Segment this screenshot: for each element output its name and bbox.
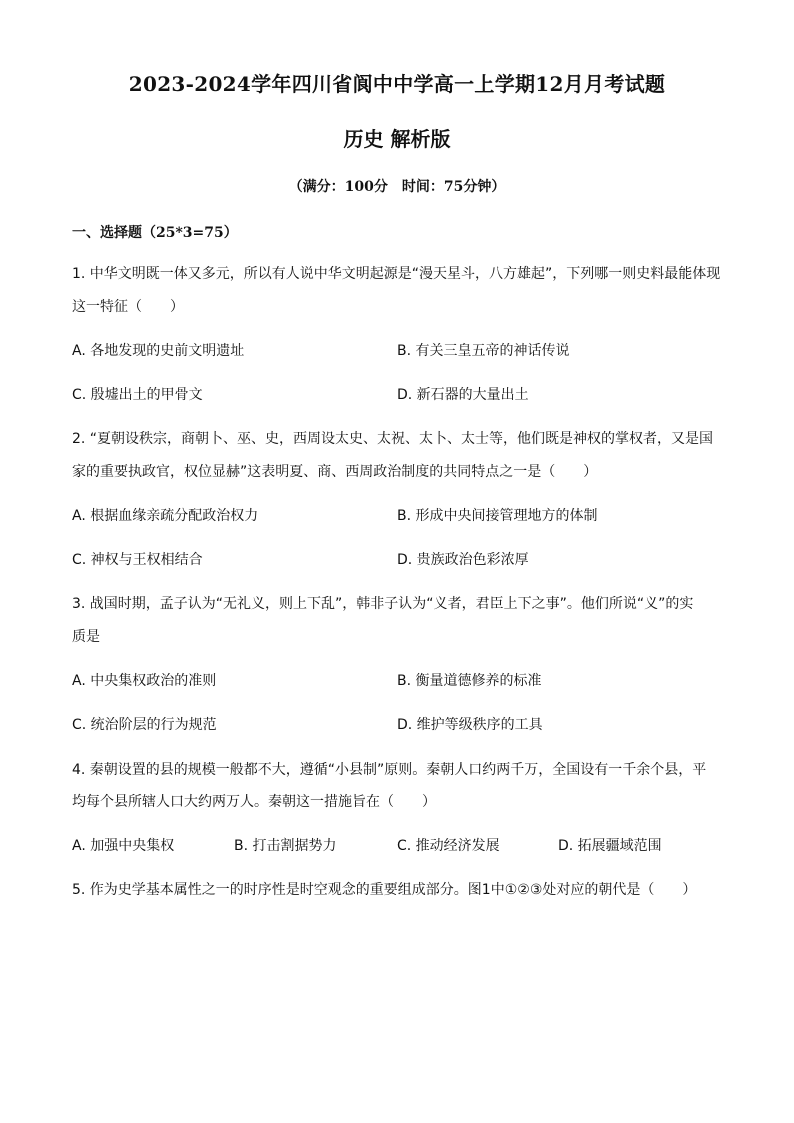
question-2-line-1: 2. “夏朝设秩宗，商朝卜、巫、史，西周设太史、太祝、太卜、太士等，他们既是神权的掌权者，又是国 [72,431,714,447]
question-3-line-2: 质是 [72,629,100,645]
question-1-option-b: B. 有关三皇五帝的神话传说 [397,343,570,359]
section-heading: 一、选择题（25*3=75） [72,225,238,241]
question-2-option-b: B. 形成中央间接管理地方的体制 [397,508,598,524]
question-3-option-b: B. 衡量道德修养的标准 [397,673,542,689]
question-2-line-2: 家的重要执政官，权位显赫”这表明夏、商、西周政治制度的共同特点之一是（ ） [72,464,598,480]
question-4-option-b: B. 打击割据势力 [234,838,337,854]
question-4-option-d: D. 拓展疆域范围 [558,838,662,854]
document-subtitle: 历史 解析版 [343,127,451,151]
question-1-option-d: D. 新石器的大量出土 [397,387,529,403]
document-title: 2023-2024学年四川省阆中中学高一上学期12月月考试题 [128,72,666,96]
question-2-option-d: D. 贵族政治色彩浓厚 [397,552,529,568]
question-5-line-1: 5. 作为史学基本属性之一的时序性是时空观念的重要组成部分。图1中①②③处对应的朝代是（ ） [72,882,697,898]
question-2-option-c: C. 神权与王权相结合 [72,552,203,568]
question-3-option-d: D. 维护等级秩序的工具 [397,717,543,733]
question-1-option-a: A. 各地发现的史前文明遗址 [72,343,245,359]
question-4-option-a: A. 加强中央集权 [72,838,175,854]
question-1-option-c: C. 殷墟出土的甲骨文 [72,387,203,403]
question-3-option-c: C. 统治阶层的行为规范 [72,717,217,733]
question-1-line-1: 1. 中华文明既一体又多元，所以有人说中华文明起源是“漫天星斗，八方雄起”，下列哪一则史料最能体现 [72,266,721,282]
exam-meta: （满分：100分 时间：75分钟） [288,179,506,195]
question-1-line-2: 这一特征（ ） [72,299,184,315]
question-4-line-1: 4. 秦朝设置的县的规模一般都不大，遵循“小县制”原则。秦朝人口约两千万，全国设有一千余个县，平 [72,762,707,778]
question-4-option-c: C. 推动经济发展 [397,838,500,854]
question-3-option-a: A. 中央集权政治的准则 [72,673,217,689]
question-4-line-2: 均每个县所辖人口大约两万人。秦朝这一措施旨在（ ） [72,794,436,810]
question-3-line-1: 3. 战国时期，孟子认为“无礼义，则上下乱”，韩非子认为“义者，君臣上下之事”。他们所说“义”的实 [72,596,694,612]
question-2-option-a: A. 根据血缘亲疏分配政治权力 [72,508,259,524]
